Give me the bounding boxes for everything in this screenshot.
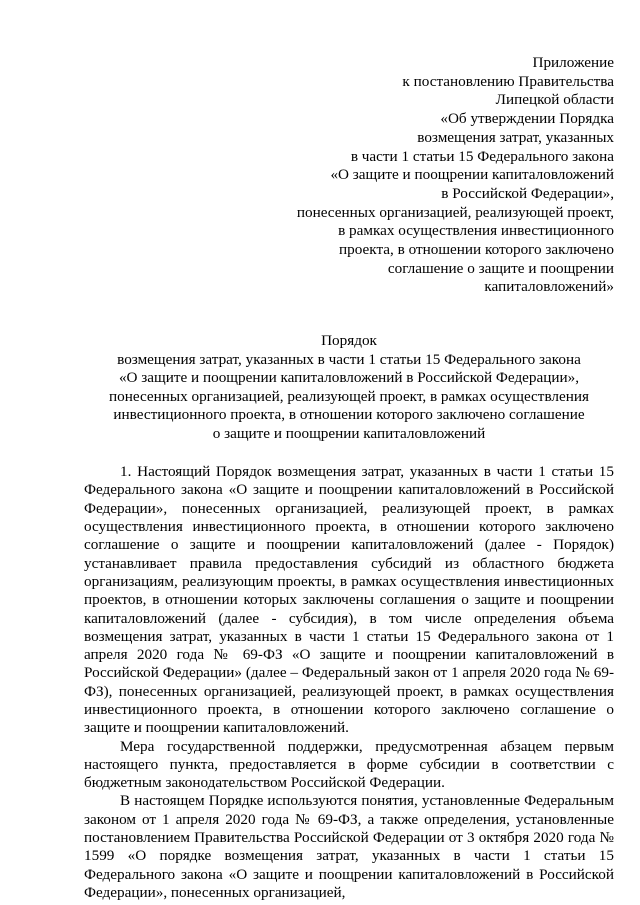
appendix-line: соглашение о защите и поощрении <box>387 259 614 277</box>
paragraph: 1. Настоящий Порядок возмещения затрат, указанных в части 1 статьи 15 Федерального закона «О защите и поощрении капиталовложений в Российской Федерации», понесенных организацией, реализующей проект, в рамках осуществления инвестиционного проекта, в отношении которого заключено соглашение о защите и поощрении капиталовложений (далее - Порядок) устанавливает правила предоставления субсидий из областного бюджета организациям, реализующим проекты, в рамках осуществления инвестиционных проектов, в отношении которых заключены соглашения о защите и поощрении капиталовложений (далее - субсидия), в том числе определения объема возмещения затрат, указанных в части 1 статьи 15 Федерального закона от 1 апреля 2020 года № 69-ФЗ «О защите и поощрении капиталовложений в Российской Федерации» (далее – Федеральный закон от 1 апреля 2020 года № 69-ФЗ), понесенных организацией, реализующей проект, в рамках осуществления инвестиционного проекта, в отношении которого заключено соглашение о защите и поощрении капиталовложений. <box>84 463 614 737</box>
appendix-line: в Российской Федерации», <box>441 184 614 202</box>
appendix-line: понесенных организацией, реализующей проект, <box>296 203 614 221</box>
appendix-line: в части 1 статьи 15 Федерального закона <box>350 147 614 165</box>
appendix-line: проекта, в отношении которого заключено <box>339 241 614 259</box>
title-line: возмещения затрат, указанных в части 1 статьи 15 Федерального закона <box>117 350 581 368</box>
appendix-line: Приложение <box>532 54 614 71</box>
appendix-line: «О защите и поощрении капиталовложений <box>330 166 614 184</box>
appendix-line: возмещения затрат, указанных <box>417 128 614 146</box>
title-line: инвестиционного проекта, в отношении которого заключено соглашение <box>113 406 585 424</box>
title-line: «О защите и поощрении капиталовложений в Российской Федерации», <box>118 369 580 387</box>
document-title <box>84 332 614 443</box>
appendix-header <box>84 54 614 297</box>
document-body <box>84 463 614 902</box>
title-line: Порядок <box>321 332 377 350</box>
appendix-line: в рамках осуществления инвестиционного <box>338 222 614 240</box>
appendix-line: Липецкой области <box>495 91 614 109</box>
paragraph: Мера государственной поддержки, предусмотренная абзацем первым настоящего пункта, предоставляется в форме субсидии в соответствии с бюджетным законодательством Российской Федерации. <box>84 737 614 792</box>
appendix-line: «Об утверждении Порядка <box>440 110 614 128</box>
appendix-line: капиталовложений» <box>484 278 614 296</box>
title-line: о защите и поощрении капиталовложений <box>212 424 486 442</box>
title-line: понесенных организацией, реализующей проект, в рамках осуществления <box>109 387 589 405</box>
paragraph: В настоящем Порядке используются понятия, установленные Федеральным законом от 1 апреля 2020 года № 69-ФЗ, а также определения, установленные постановлением Правительства Российской Федерации от 3 октября 2020 года № 1599 «О порядке возмещения затрат, указанных в части 1 статьи 15 Федерального закона «О защите и поощрении капиталовложений в Российской Федерации», понесенных организацией, <box>84 792 614 901</box>
appendix-line: к постановлению Правительства <box>402 72 614 90</box>
